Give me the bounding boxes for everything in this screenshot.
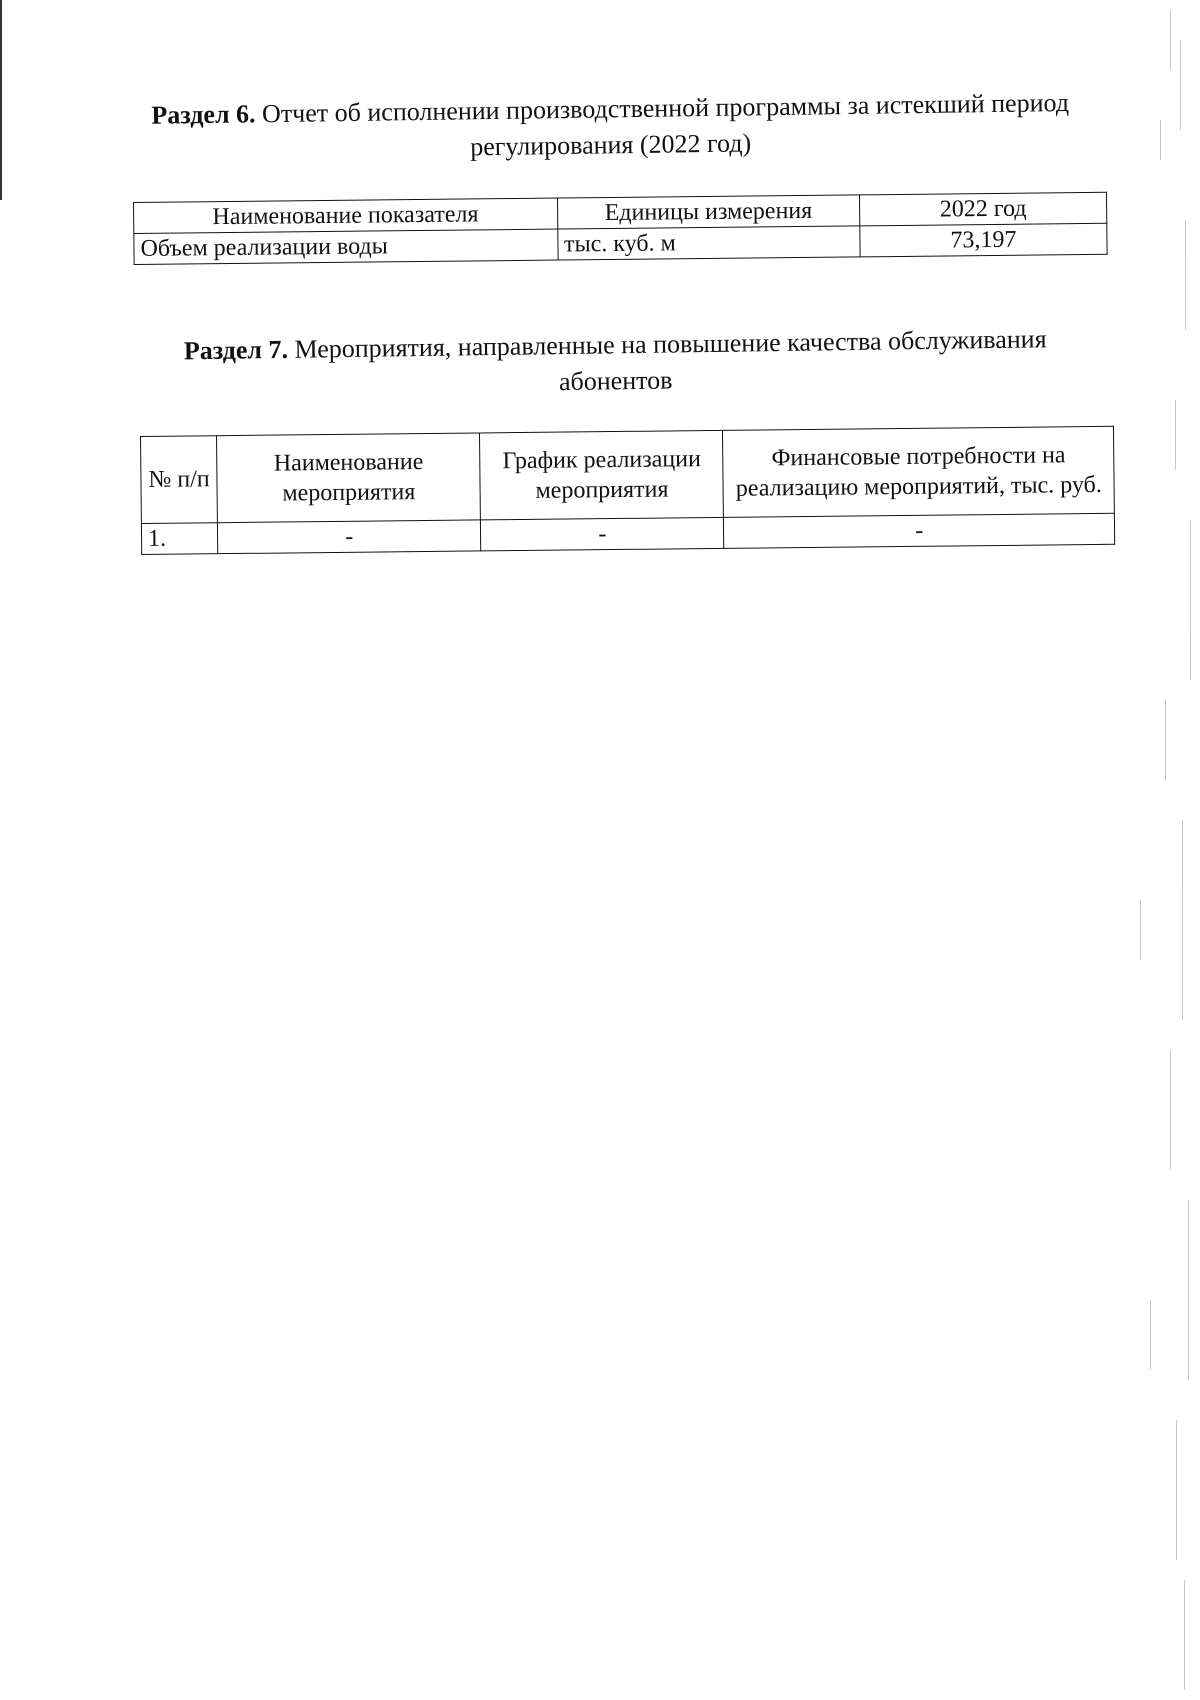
cell-number: 1.: [141, 523, 218, 555]
header-measure-name: Наименование мероприятия: [217, 433, 481, 523]
section-6-title: Отчет об исполнении производственной программы за истекший период регулирования (2022 год): [261, 87, 1070, 162]
header-number: № п/п: [141, 436, 218, 524]
cell-indicator-name: Объем реализации воды: [134, 229, 558, 264]
cell-value: 73,197: [860, 223, 1107, 257]
cell-financial-needs: -: [724, 513, 1115, 548]
section-6-table: [133, 192, 1108, 265]
table-header-row: [141, 426, 1115, 523]
cell-schedule: -: [481, 517, 724, 551]
section-7-title: Мероприятия, направленные на повышение качества обслуживания абонентов: [294, 324, 1047, 397]
section-7-table: [140, 426, 1115, 555]
cell-measure-name: -: [218, 520, 481, 554]
header-year: 2022 год: [859, 192, 1106, 226]
header-schedule: График реализации мероприятия: [480, 430, 724, 520]
scan-edge-line: [0, 0, 2, 200]
cell-units: тыс. куб. м: [557, 226, 860, 260]
section-7-label: Раздел 7.: [183, 334, 289, 366]
header-financial-needs: Финансовые потребности на реализацию мероприятий, тыс. руб.: [723, 426, 1114, 517]
section-6-heading: [135, 85, 1086, 170]
section-7-heading: [135, 321, 1096, 406]
section-6-label: Раздел 6.: [151, 99, 256, 130]
header-units: Единицы измерения: [557, 195, 860, 229]
header-indicator-name: Наименование показателя: [134, 198, 558, 233]
